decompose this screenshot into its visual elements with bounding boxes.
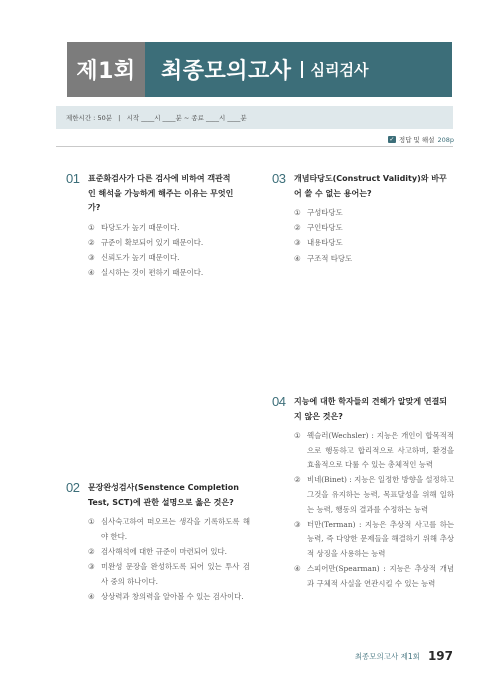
option-mark: ②	[88, 546, 95, 556]
option-text: 신뢰도가 높기 때문이다.	[101, 252, 180, 262]
option-mark: ①	[294, 208, 301, 217]
question-02	[66, 481, 250, 604]
divider	[56, 146, 453, 147]
option[interactable]	[294, 518, 454, 562]
option-text: 검사해석에 대한 규준이 마련되어 있다.	[101, 546, 227, 556]
option-mark: ①	[88, 222, 95, 232]
option[interactable]	[294, 252, 454, 267]
option-mark: ④	[88, 268, 95, 278]
question-01	[66, 172, 238, 281]
option[interactable]	[88, 221, 238, 236]
page-subtitle: 심리검사	[310, 61, 369, 79]
answer-ref-label: 정답 및 해설	[398, 136, 435, 144]
time-limit-text: 제한시간 : 50분 | 시작 ____시 ____분 ~ 종료 ____시 ____분	[66, 114, 247, 122]
option-list	[66, 515, 250, 604]
option-mark: ③	[294, 519, 301, 529]
option-mark: ②	[88, 237, 95, 247]
option-text: 구조적 타당도	[307, 253, 353, 263]
question-number: 01	[66, 171, 80, 186]
option-mark: ③	[88, 561, 95, 571]
option-list	[66, 221, 238, 281]
option[interactable]	[294, 562, 454, 591]
page-number: 197	[427, 649, 453, 663]
option[interactable]	[294, 206, 454, 221]
option-mark: ④	[294, 253, 301, 263]
option-mark: ①	[294, 431, 301, 440]
option-mark: ③	[294, 238, 301, 248]
chapter-header	[67, 42, 452, 97]
option-text: 미완성 문장을 완성하도록 되어 있는 투사 검사 중의 하나이다.	[101, 561, 250, 586]
question-text: 문장완성검사(Senstence Completion Test, SCT)에 관한 설명으로 옳은 것은?	[88, 483, 239, 507]
option-text: 비네(Binet) : 지능은 일정한 방향을 설정하고 그것을 유지하는 능력, 목표달성을 위해 일하는 능력, 행동의 결과를 수정하는 능력	[307, 475, 454, 514]
option-text: 타당도가 높기 때문이다.	[101, 222, 180, 232]
option-mark: ②	[294, 223, 301, 233]
footer-label: 최종모의고사 제1회	[354, 651, 420, 661]
option[interactable]	[294, 236, 454, 251]
option[interactable]	[88, 515, 250, 544]
option-mark: ④	[88, 591, 95, 601]
question-text: 지능에 대한 학자들의 견해가 알맞게 연결되지 않은 것은?	[294, 397, 448, 421]
option-mark: ③	[88, 252, 95, 262]
question-text: 개념타당도(Construct Validity)와 바꾸어 쓸 수 없는 용어는?	[294, 174, 447, 198]
question-03	[272, 172, 454, 266]
answer-reference	[374, 135, 454, 144]
title-divider	[301, 61, 303, 78]
option-text: 웩슬러(Wechsler) : 지능은 개인이 합목적적으로 행동하고 합리적으로 사고하며, 환경을 효율적으로 다룰 수 있는 총체적인 능력	[307, 431, 454, 470]
option[interactable]	[88, 545, 250, 560]
option[interactable]	[88, 590, 250, 605]
option-mark: ①	[88, 517, 95, 526]
option-text: 구인타당도	[307, 223, 343, 233]
answer-icon: ✓	[389, 136, 395, 143]
option-text: 스피어만(Spearman) : 지능은 추상적 개념과 구체적 사실을 연관시킬 수 있는 능력	[307, 564, 454, 588]
exam-number: 제1회	[67, 42, 145, 97]
option[interactable]	[88, 251, 238, 266]
question-number: 04	[272, 394, 286, 409]
option[interactable]	[294, 221, 454, 236]
option[interactable]	[88, 560, 250, 589]
question-number: 02	[66, 480, 80, 495]
option-text: 상상력과 창의력을 알아볼 수 있는 검사이다.	[101, 591, 244, 601]
option[interactable]	[88, 266, 238, 281]
header-title-block	[145, 42, 452, 97]
option-mark: ②	[294, 475, 301, 485]
option-text: 구성타당도	[307, 208, 343, 217]
question-text: 표준화검사가 다른 검사에 비하여 객관적인 해석을 가능하게 해주는 이유는 무엇인가?	[88, 174, 234, 212]
page-title: 최종모의고사	[161, 59, 292, 84]
option-text: 규준이 확보되어 있기 때문이다.	[101, 237, 204, 247]
option-list	[272, 206, 454, 266]
option-mark: ④	[294, 564, 301, 574]
answer-ref-page: 208p	[437, 135, 454, 144]
option[interactable]	[294, 473, 454, 517]
option-text: 터만(Terman) : 지능은 추상적 사고를 하는 능력, 즉 다양한 문제들을 해결하기 위해 추상적 상징을 사용하는 능력	[307, 519, 454, 558]
question-04	[272, 395, 454, 591]
option-text: 심사숙고하여 떠오르는 생각을 기록하도록 해야 한다.	[101, 517, 250, 541]
option-list	[272, 429, 454, 591]
page-footer	[355, 649, 453, 663]
option[interactable]	[294, 429, 454, 473]
question-number: 03	[272, 171, 286, 186]
time-limit-bar	[56, 106, 453, 129]
option[interactable]	[88, 236, 238, 251]
option-text: 내용타당도	[307, 238, 343, 248]
option-text: 실시하는 것이 편하기 때문이다.	[101, 268, 204, 278]
